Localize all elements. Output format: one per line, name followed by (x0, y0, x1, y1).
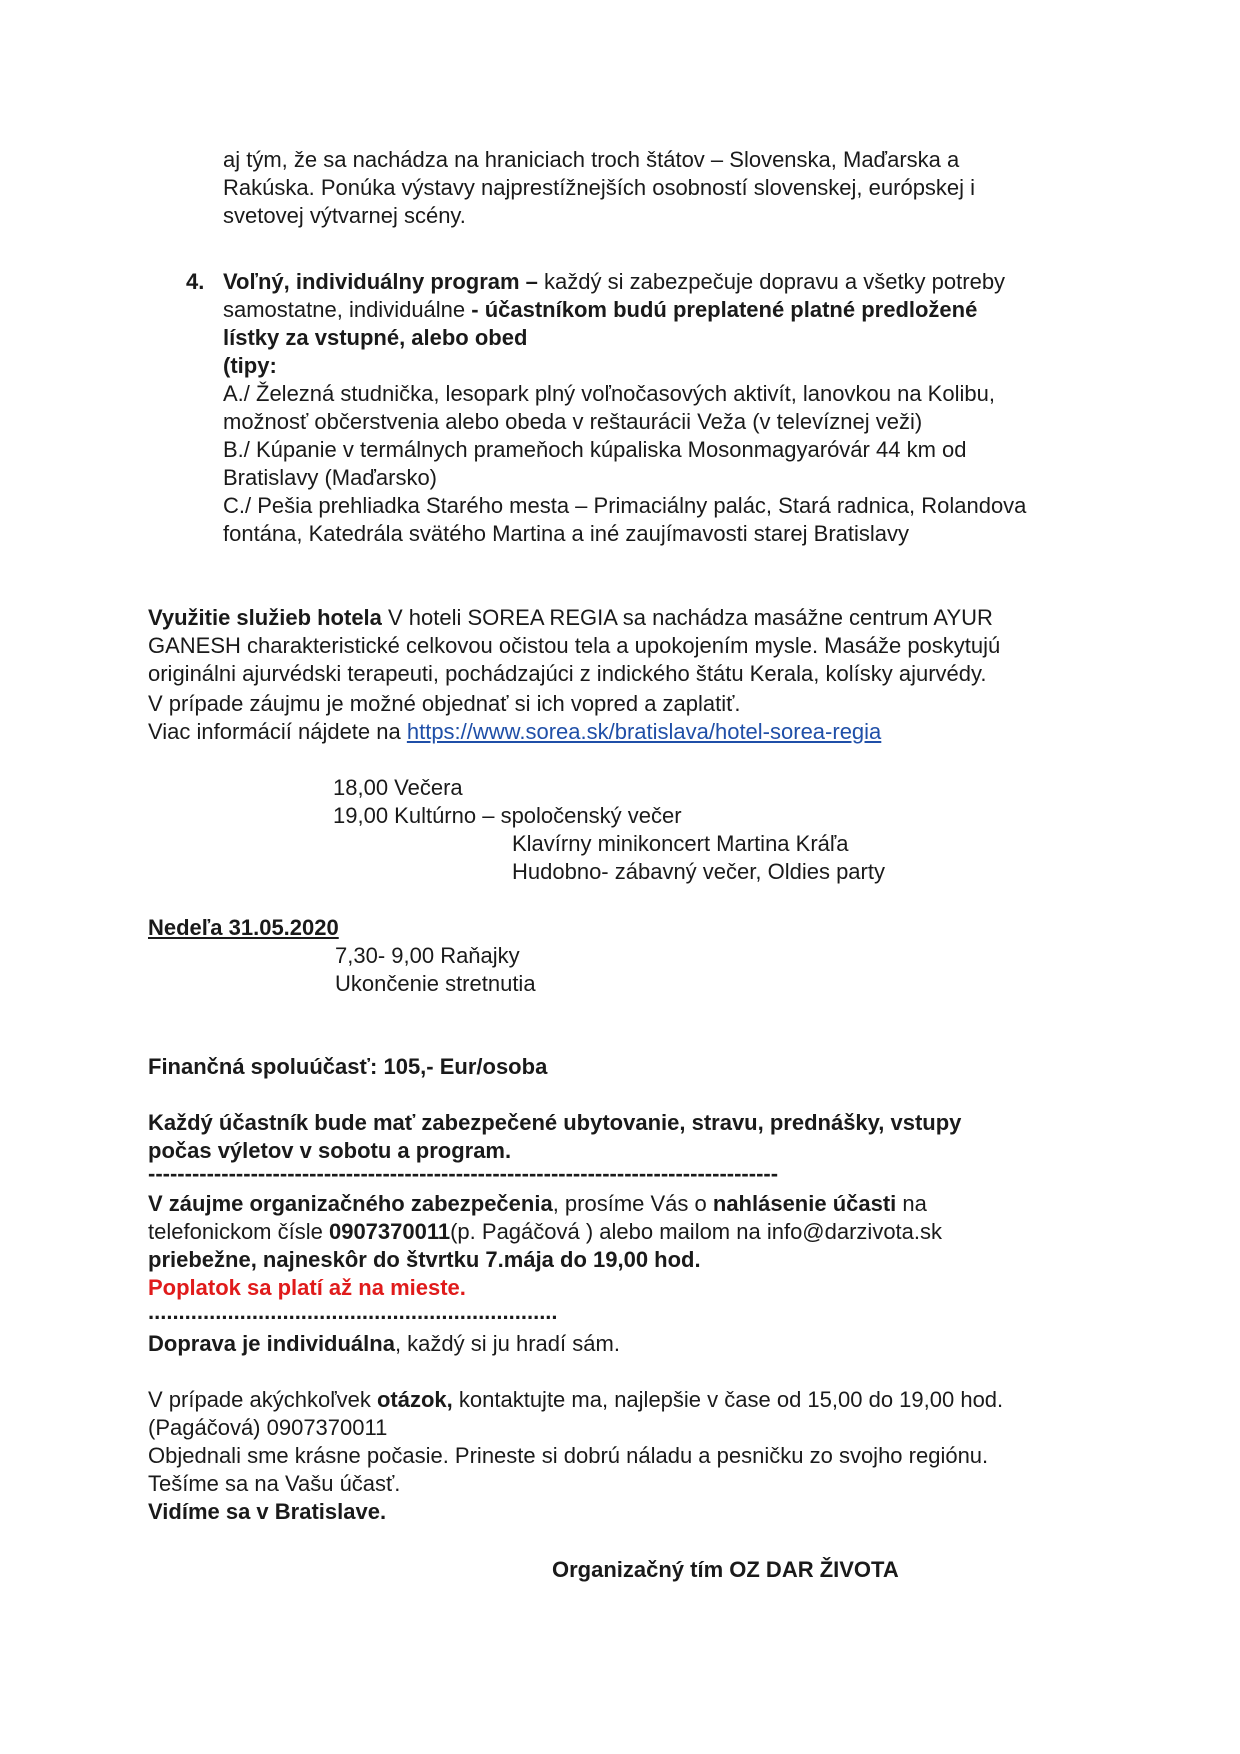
tip-c-line-1: C./ Pešia prehliadka Starého mesta – Primaciálny palác, Stará radnica, Rolandova (223, 493, 1027, 518)
sunday-date: Nedeľa 31.05.2020 (148, 915, 339, 940)
hotel-line-3: originálni ajurvédski terapeuti, pochádzajúci z indického štátu Kerala, kolísky ajurvédy. (148, 661, 987, 686)
intro-line-1: aj tým, že sa nachádza na hraniciach troch štátov – Slovenska, Maďarska a (223, 147, 960, 172)
registration-line-1 (148, 1190, 927, 1218)
contact-line-1 (148, 1386, 1003, 1414)
included-line-1: Každý účastník bude mať zabezpečené ubytovanie, stravu, prednášky, vstupy (148, 1110, 962, 1135)
tip-a-line-1: A./ Železná studnička, lesopark plný voľnočasových aktivít, lanovkou na Kolibu, (223, 381, 995, 406)
sunday-breakfast: 7,30- 9,00 Raňajky (335, 943, 520, 968)
intro-line-3: svetovej výtvarnej scény. (223, 203, 466, 228)
contact-line-4: Tešíme sa na Vašu účasť. (148, 1471, 401, 1496)
payment-note: Poplatok sa platí až na mieste. (148, 1275, 466, 1300)
tip-c-line-2: fontána, Katedrála svätého Martina a iné zaujímavosti starej Bratislavy (223, 521, 910, 546)
hotel-line-1-text: V hoteli SOREA REGIA sa nachádza masážne centrum AYUR (381, 605, 993, 630)
hotel-link[interactable]: https://www.sorea.sk/bratislava/hotel-sorea-regia (406, 719, 882, 744)
oldies-party: Hudobno- zábavný večer, Oldies party (512, 859, 885, 884)
item4-rest: každý si zabezpečuje dopravu a všetky potreby (537, 269, 1006, 294)
registration-bold-1: V záujme organizačného zabezpečenia (148, 1191, 553, 1216)
tip-b-line-2: Bratislavy (Maďarsko) (223, 465, 438, 490)
tips-heading: (tipy: (223, 353, 277, 378)
contact-line-3: Objednali sme krásne počasie. Prineste si dobrú náladu a pesničku zo svojho regiónu. (148, 1443, 989, 1468)
dot-divider: ................................................................... (148, 1299, 558, 1324)
tip-b-line-1: B./ Kúpanie v termálnych prameňoch kúpaliska Mosonmagyaróvár 44 km od (223, 437, 967, 462)
item4-line-1 (223, 268, 1005, 296)
hotel-heading: Využitie služieb hotela (148, 605, 382, 630)
transport-bold: Doprava je individuálna (148, 1331, 395, 1356)
registration-text-1: , prosíme Vás o (552, 1191, 713, 1216)
contact-text-a: V prípade akýchkoľvek (148, 1387, 377, 1412)
transport-rest: , každý si ju hradí sám. (394, 1331, 620, 1356)
fee: Finančná spoluúčasť: 105,- Eur/osoba (148, 1054, 548, 1079)
contact-questions: otázok, (376, 1387, 453, 1412)
registration-text-2: na (896, 1191, 927, 1216)
intro-line-2: Rakúska. Ponúka výstavy najprestížnejších osobností slovenskej, európskej i (223, 175, 976, 200)
item4-title: Voľný, individuálny program – (223, 269, 538, 294)
included-line-2: počas výletov v sobotu a program. (148, 1138, 512, 1163)
piano-concert: Klavírny minikoncert Martina Kráľa (512, 831, 849, 856)
registration-line-2 (148, 1218, 942, 1246)
registration-contact: (p. Pagáčová ) alebo mailom na info@darzivota.sk (450, 1219, 943, 1244)
contact-line-5: Vidíme sa v Bratislave. (148, 1499, 387, 1524)
item4-line-3: lístky za vstupné, alebo obed (223, 325, 528, 350)
item4-line-2-bold: - účastníkom budú preplatené platné predložené (471, 297, 978, 322)
dinner-time: 18,00 Večera (333, 775, 463, 800)
cultural-evening: 19,00 Kultúrno – spoločenský večer (333, 803, 682, 828)
sunday-end: Ukončenie stretnutia (335, 971, 536, 996)
contact-text-c: kontaktujte ma, najlepšie v čase od 15,00 do 19,00 hod. (452, 1387, 1004, 1412)
hotel-line-5 (148, 718, 881, 746)
registration-phone-label: telefonickom čísle (148, 1219, 329, 1244)
list-item-number: 4. (186, 269, 205, 294)
hotel-line-1 (148, 604, 993, 632)
item4-line-2 (223, 296, 977, 324)
item4-line-2-normal: samostatne, individuálne (223, 297, 472, 322)
hotel-line-2: GANESH charakteristické celkovou očistou tela a upokojením mysle. Masáže poskytujú (148, 633, 1001, 658)
signature: Organizačný tím OZ DAR ŽIVOTA (552, 1557, 899, 1582)
dash-divider: -------------------------------------------------------------------------------------- (148, 1161, 779, 1186)
registration-deadline: priebežne, najneskôr do štvrtku 7.mája do 19,00 hod. (148, 1247, 701, 1272)
tip-a-line-2: možnosť občerstvenia alebo obeda v reštaurácii Veža (v televíznej veži) (223, 409, 923, 434)
registration-phone: 0907370011 (328, 1219, 451, 1244)
hotel-more-info: Viac informácií nájdete na (148, 719, 407, 744)
contact-line-2: (Pagáčová) 0907370011 (148, 1415, 388, 1440)
transport-line (148, 1330, 620, 1358)
registration-bold-2: nahlásenie účasti (712, 1191, 897, 1216)
hotel-line-4: V prípade záujmu je možné objednať si ich vopred a zaplatiť. (148, 691, 741, 716)
